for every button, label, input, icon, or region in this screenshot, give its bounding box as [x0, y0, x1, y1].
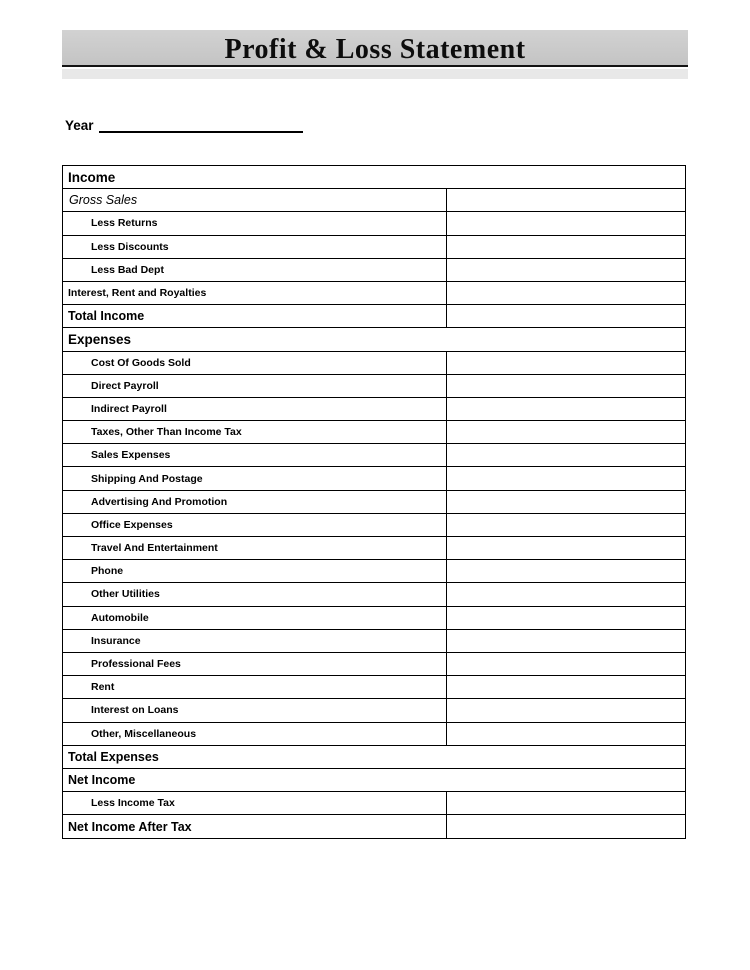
- row-value-cell: [447, 514, 685, 536]
- table-row: [63, 676, 685, 699]
- table-row: [63, 537, 685, 560]
- title-banner: [62, 30, 688, 67]
- row-label: Other Utilities: [63, 583, 447, 605]
- row-value-cell: [447, 653, 685, 675]
- row-label: Travel And Entertainment: [63, 537, 447, 559]
- table-row: [63, 467, 685, 490]
- table-row: [63, 514, 685, 537]
- row-value-cell: [447, 676, 685, 698]
- table-row: [63, 236, 685, 259]
- row-label: Cost Of Goods Sold: [63, 352, 447, 374]
- row-label: Net Income After Tax: [63, 815, 447, 838]
- table-row: [63, 259, 685, 282]
- row-label: Rent: [63, 676, 447, 698]
- table-row: [63, 699, 685, 722]
- row-label: Other, Miscellaneous: [63, 723, 447, 745]
- row-label: Sales Expenses: [63, 444, 447, 466]
- row-value-cell: [447, 699, 685, 721]
- table-row: [63, 305, 685, 328]
- row-value-cell: [447, 236, 685, 258]
- row-label: Less Income Tax: [63, 792, 447, 814]
- row-value-cell: [447, 537, 685, 559]
- row-label: Interest, Rent and Royalties: [63, 282, 447, 304]
- row-value-cell: [447, 305, 685, 327]
- table-row: [63, 560, 685, 583]
- row-value-cell: [447, 282, 685, 304]
- row-value-cell: [447, 815, 685, 838]
- row-label: Professional Fees: [63, 653, 447, 675]
- row-label: Indirect Payroll: [63, 398, 447, 420]
- row-label: Less Discounts: [63, 236, 447, 258]
- row-label: Direct Payroll: [63, 375, 447, 397]
- row-label: Net Income: [68, 772, 136, 787]
- year-fill-line: [99, 118, 303, 133]
- row-label: Phone: [63, 560, 447, 582]
- row-label: Gross Sales: [63, 189, 447, 211]
- table-row: [63, 583, 685, 606]
- row-label: Office Expenses: [63, 514, 447, 536]
- table-row: [63, 792, 685, 815]
- row-label: Interest on Loans: [63, 699, 447, 721]
- table-row: [63, 421, 685, 444]
- year-label: Year: [65, 118, 94, 133]
- table-row: [63, 282, 685, 305]
- row-value-cell: [447, 607, 685, 629]
- row-value-cell: [447, 398, 685, 420]
- table-row: [63, 815, 685, 838]
- table-row: [63, 398, 685, 421]
- table-row: [63, 723, 685, 746]
- row-value-cell: [447, 352, 685, 374]
- row-label: Total Expenses: [68, 749, 159, 764]
- row-value-cell: [447, 421, 685, 443]
- row-label: Insurance: [63, 630, 447, 652]
- table-row: [63, 746, 685, 769]
- row-label: Shipping And Postage: [63, 467, 447, 489]
- row-value-cell: [447, 792, 685, 814]
- row-value-cell: [447, 467, 685, 489]
- year-row: [65, 118, 303, 133]
- row-label: Expenses: [68, 331, 132, 347]
- row-value-cell: [447, 259, 685, 281]
- row-value-cell: [447, 189, 685, 211]
- table-row: [63, 653, 685, 676]
- row-label: Less Bad Dept: [63, 259, 447, 281]
- table-row: [63, 607, 685, 630]
- row-value-cell: [447, 560, 685, 582]
- row-label: Advertising And Promotion: [63, 491, 447, 513]
- profit-loss-table: [62, 165, 686, 839]
- table-row: [63, 212, 685, 235]
- table-row: [63, 189, 685, 212]
- row-label: Less Returns: [63, 212, 447, 234]
- page-title: Profit & Loss Statement: [224, 33, 526, 65]
- title-banner-shadow: [62, 69, 688, 79]
- row-label: Total Income: [63, 305, 447, 327]
- row-value-cell: [447, 630, 685, 652]
- row-value-cell: [447, 212, 685, 234]
- row-label: Automobile: [63, 607, 447, 629]
- row-label: Income: [68, 169, 116, 185]
- table-row: [63, 328, 685, 351]
- row-value-cell: [447, 723, 685, 745]
- row-value-cell: [447, 444, 685, 466]
- table-row: [63, 352, 685, 375]
- row-value-cell: [447, 375, 685, 397]
- row-value-cell: [447, 491, 685, 513]
- table-row: [63, 630, 685, 653]
- table-row: [63, 444, 685, 467]
- table-row: [63, 491, 685, 514]
- table-row: [63, 166, 685, 189]
- row-label: Taxes, Other Than Income Tax: [63, 421, 447, 443]
- table-row: [63, 375, 685, 398]
- row-value-cell: [447, 583, 685, 605]
- table-row: [63, 769, 685, 792]
